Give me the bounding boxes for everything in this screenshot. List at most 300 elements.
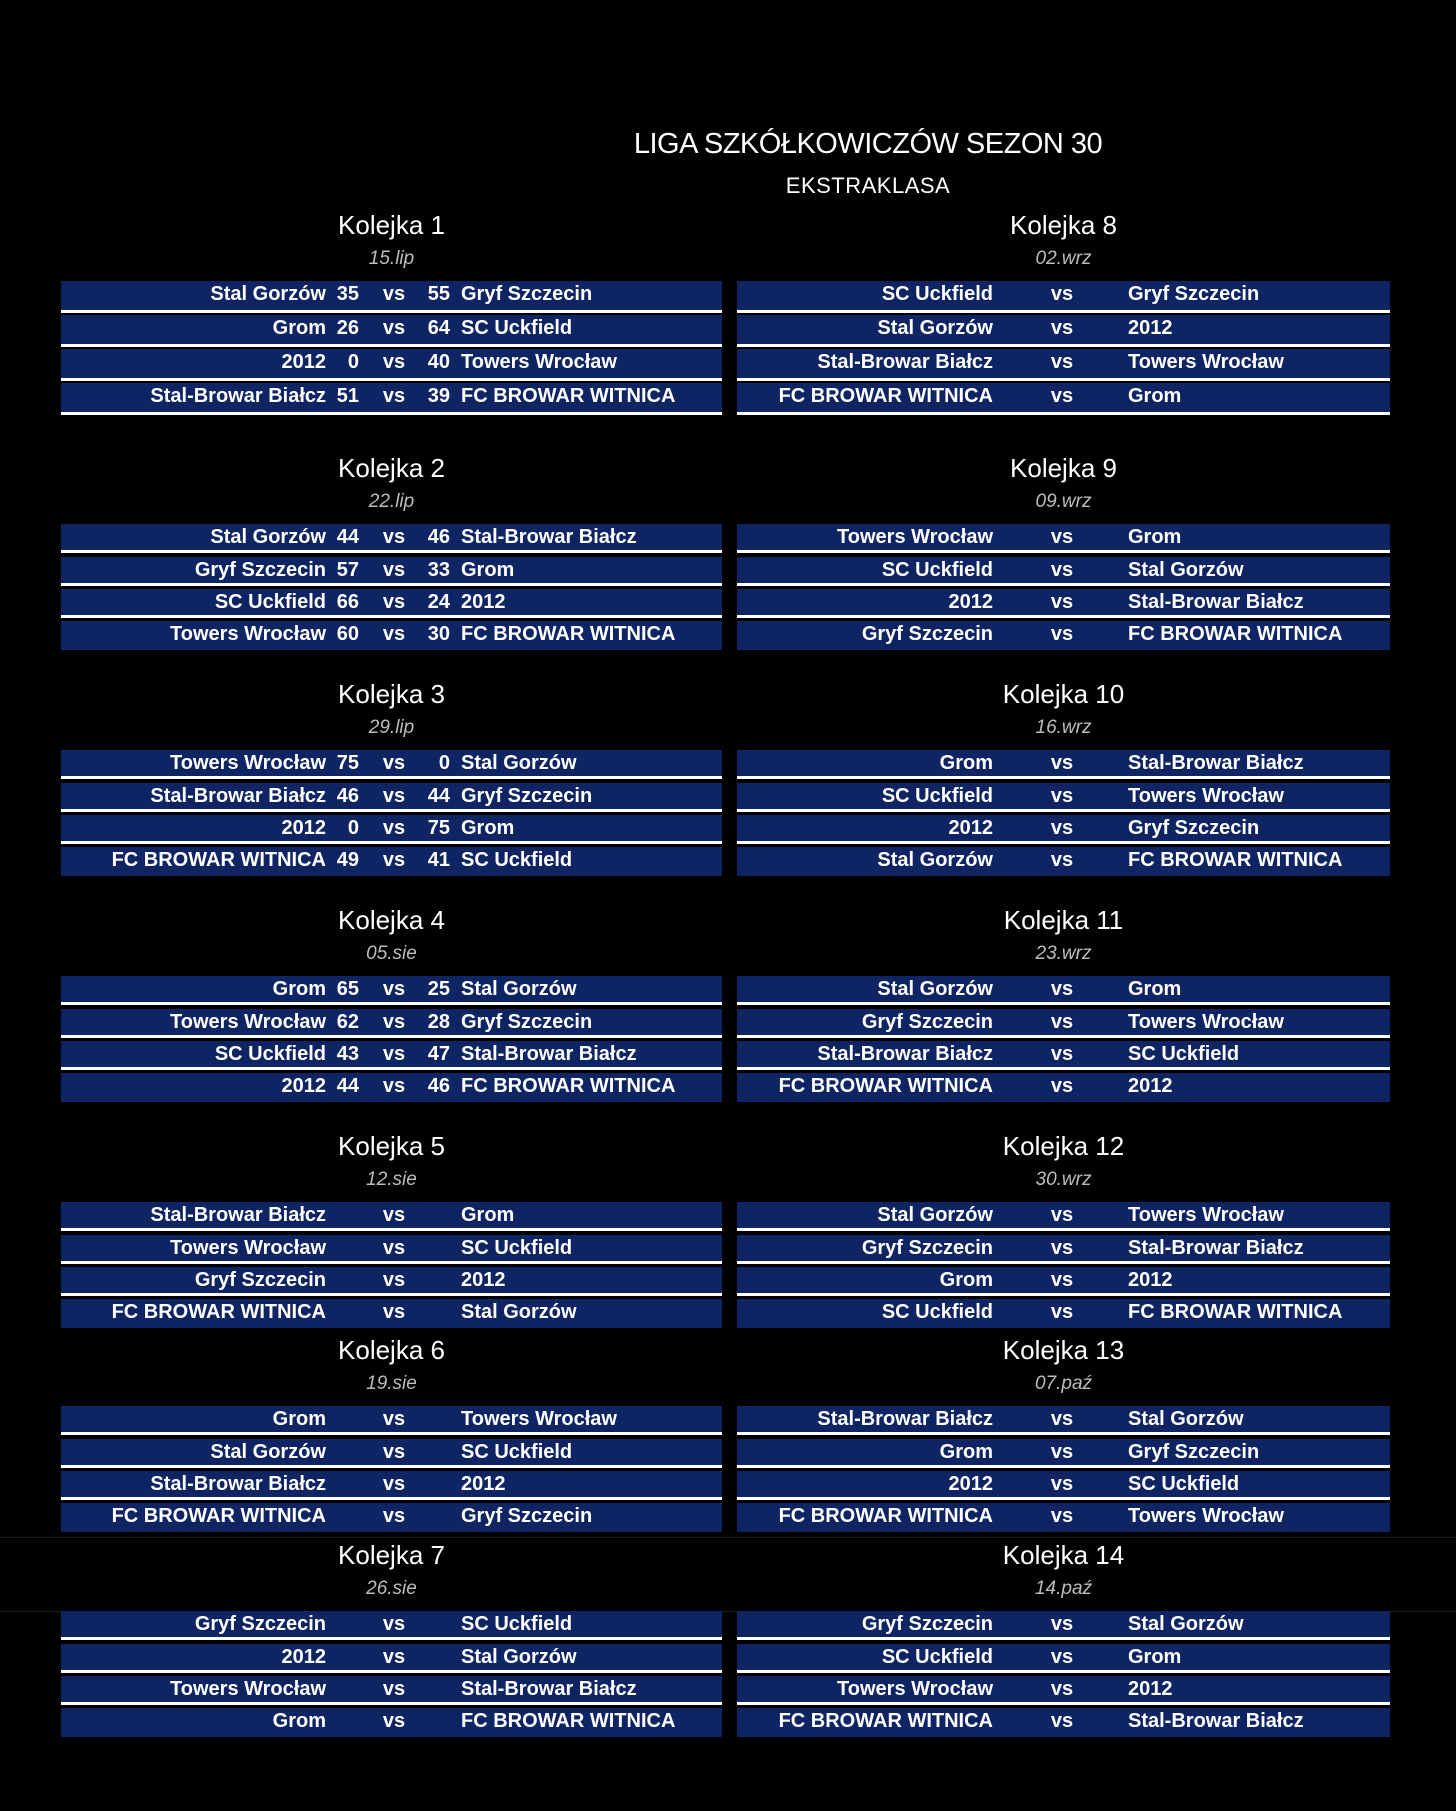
match-row — [737, 589, 1390, 618]
round-block — [737, 677, 1390, 882]
round-title: Kolejka 7 — [338, 1540, 445, 1570]
match-row — [737, 1009, 1390, 1038]
vs-label: vs — [1050, 1301, 1074, 1323]
match-row — [61, 1202, 722, 1231]
vs-label: vs — [1050, 1678, 1074, 1700]
round-block — [61, 1333, 722, 1538]
away-team: FC BROWAR WITNICA — [461, 1710, 676, 1732]
match-row — [737, 1299, 1390, 1328]
match-row — [61, 315, 722, 347]
match-row — [61, 349, 722, 381]
home-team: Towers Wrocław — [170, 752, 326, 774]
home-score: 44 — [336, 526, 359, 548]
away-score: 39 — [427, 385, 450, 407]
vs-label: vs — [1050, 1408, 1074, 1430]
vs-label: vs — [382, 1075, 406, 1097]
vs-label: vs — [1050, 623, 1074, 645]
away-score — [419, 1202, 450, 1229]
page-subtitle: EKSTRAKLASA — [785, 173, 951, 198]
home-score — [329, 1267, 359, 1294]
vs-label: vs — [382, 1710, 406, 1732]
round-block — [61, 903, 722, 1108]
vs-label: vs — [1050, 1269, 1074, 1291]
home-team: Stal-Browar Białcz — [817, 351, 993, 373]
vs-label: vs — [382, 817, 406, 839]
match-row — [61, 1267, 722, 1296]
away-team: Stal Gorzów — [461, 752, 577, 774]
vs-label: vs — [1050, 1505, 1074, 1527]
away-team: Stal Gorzów — [1128, 1613, 1244, 1635]
match-row — [61, 589, 722, 618]
home-team: SC Uckfield — [881, 559, 993, 581]
home-team: Stal Gorzów — [210, 526, 326, 548]
away-team: Grom — [461, 1204, 515, 1226]
vs-label: vs — [382, 1043, 406, 1065]
match-row — [61, 621, 722, 650]
home-team: SC Uckfield — [881, 785, 993, 807]
match-row — [737, 1439, 1390, 1468]
match-row — [61, 1611, 722, 1640]
match-row — [737, 1708, 1390, 1737]
vs-label: vs — [1050, 752, 1074, 774]
vs-label: vs — [382, 1473, 406, 1495]
home-team: Towers Wrocław — [170, 1678, 326, 1700]
vs-label: vs — [1050, 1441, 1074, 1463]
away-score — [419, 1611, 450, 1638]
away-team: FC BROWAR WITNICA — [461, 623, 676, 645]
round-title: Kolejka 14 — [1002, 1540, 1125, 1570]
round-block — [737, 451, 1390, 656]
away-score — [419, 1708, 450, 1735]
home-score: 57 — [336, 559, 359, 581]
vs-label: vs — [382, 978, 406, 1000]
away-team: 2012 — [1128, 1678, 1173, 1700]
home-team: Grom — [272, 978, 326, 1000]
home-score — [329, 1202, 359, 1229]
away-team: Stal-Browar Białcz — [461, 1678, 637, 1700]
vs-label: vs — [382, 1301, 406, 1323]
away-team: Grom — [1128, 978, 1182, 1000]
vs-label: vs — [382, 526, 406, 548]
away-team: Towers Wrocław — [1128, 1505, 1284, 1527]
home-score — [329, 1439, 359, 1466]
home-score — [329, 1644, 359, 1671]
home-team: Stal Gorzów — [877, 1204, 993, 1226]
away-score: 44 — [427, 785, 450, 807]
vs-label: vs — [382, 385, 406, 407]
home-team: Stal-Browar Białcz — [150, 385, 326, 407]
away-team: Gryf Szczecin — [461, 1505, 593, 1527]
away-team: 2012 — [1128, 1075, 1173, 1097]
match-row — [737, 1406, 1390, 1435]
away-team: 2012 — [461, 591, 506, 613]
round-date: 02.wrz — [1035, 248, 1092, 269]
round-date: 19.sie — [366, 1373, 417, 1394]
match-row — [737, 847, 1390, 876]
away-team: 2012 — [461, 1473, 506, 1495]
home-team: Towers Wrocław — [170, 1237, 326, 1259]
vs-label: vs — [1050, 785, 1074, 807]
round-block — [737, 208, 1390, 413]
home-team: FC BROWAR WITNICA — [778, 1505, 993, 1527]
home-score — [329, 1471, 359, 1498]
round-date: 05.sie — [366, 943, 417, 964]
home-score: 60 — [336, 623, 359, 645]
home-score: 44 — [336, 1075, 359, 1097]
home-score — [329, 1235, 359, 1262]
home-team: Gryf Szczecin — [861, 1613, 993, 1635]
match-row — [61, 1439, 722, 1468]
home-team: Gryf Szczecin — [194, 1613, 326, 1635]
home-team: Stal-Browar Białcz — [817, 1043, 993, 1065]
round-date: 23.wrz — [1035, 943, 1092, 964]
away-score: 46 — [427, 1075, 450, 1097]
vs-label: vs — [382, 1011, 406, 1033]
home-score — [329, 1708, 359, 1735]
home-team: Gryf Szczecin — [194, 559, 326, 581]
vs-label: vs — [382, 1204, 406, 1226]
home-team: SC Uckfield — [881, 283, 993, 305]
home-team: Stal-Browar Białcz — [150, 1473, 326, 1495]
home-score — [329, 1611, 359, 1638]
away-team: Grom — [1128, 526, 1182, 548]
match-row — [61, 750, 722, 779]
round-title: Kolejka 4 — [338, 905, 445, 935]
away-score: 75 — [427, 817, 450, 839]
home-team: Stal Gorzów — [210, 1441, 326, 1463]
away-team: SC Uckfield — [461, 849, 573, 871]
away-score — [419, 1406, 450, 1433]
vs-label: vs — [1050, 1043, 1074, 1065]
away-team: Gryf Szczecin — [1128, 283, 1260, 305]
match-row — [737, 1644, 1390, 1673]
home-score: 35 — [336, 283, 359, 305]
match-row — [737, 1676, 1390, 1705]
away-score: 46 — [427, 526, 450, 548]
away-score — [419, 1267, 450, 1294]
away-team: Stal-Browar Białcz — [461, 1043, 637, 1065]
away-team: Stal-Browar Białcz — [1128, 1237, 1304, 1259]
match-row — [61, 524, 722, 553]
home-team: FC BROWAR WITNICA — [111, 849, 326, 871]
vs-label: vs — [382, 1269, 406, 1291]
away-team: Gryf Szczecin — [1128, 817, 1260, 839]
away-team: SC Uckfield — [461, 1613, 573, 1635]
match-row — [737, 1202, 1390, 1231]
home-score — [329, 1299, 359, 1326]
home-team: Stal Gorzów — [210, 283, 326, 305]
home-team: Stal-Browar Białcz — [817, 1408, 993, 1430]
vs-label: vs — [382, 1505, 406, 1527]
round-date: 12.sie — [366, 1169, 417, 1190]
round-title: Kolejka 3 — [338, 679, 445, 709]
page-title: LIGA SZKÓŁKOWICZÓW SEZON 30 — [633, 128, 1103, 160]
round-title: Kolejka 6 — [338, 1335, 445, 1365]
round-title: Kolejka 8 — [1010, 210, 1117, 240]
home-team: Stal Gorzów — [877, 978, 993, 1000]
vs-label: vs — [1050, 591, 1074, 613]
away-team: Grom — [461, 559, 515, 581]
round-date: 09.wrz — [1035, 491, 1092, 512]
away-score — [419, 1299, 450, 1326]
round-block — [61, 1538, 722, 1743]
away-score: 0 — [438, 752, 450, 774]
round-date: 29.lip — [368, 717, 415, 738]
away-team: 2012 — [1128, 1269, 1173, 1291]
match-row — [61, 1235, 722, 1264]
vs-label: vs — [1050, 1075, 1074, 1097]
home-team: FC BROWAR WITNICA — [778, 1710, 993, 1732]
away-team: SC Uckfield — [461, 1237, 573, 1259]
away-team: SC Uckfield — [461, 317, 573, 339]
away-team: Stal Gorzów — [461, 1301, 577, 1323]
home-score: 51 — [336, 385, 359, 407]
match-row — [737, 783, 1390, 812]
away-team: Stal Gorzów — [461, 978, 577, 1000]
home-team: Grom — [272, 1408, 326, 1430]
round-title: Kolejka 2 — [338, 453, 445, 483]
vs-label: vs — [382, 1646, 406, 1668]
match-row — [737, 976, 1390, 1005]
home-score: 66 — [336, 591, 359, 613]
home-team: Towers Wrocław — [170, 1011, 326, 1033]
away-score: 47 — [427, 1043, 450, 1065]
match-row — [61, 1299, 722, 1328]
vs-label: vs — [382, 785, 406, 807]
vs-label: vs — [382, 1237, 406, 1259]
vs-label: vs — [1050, 526, 1074, 548]
away-team: FC BROWAR WITNICA — [1128, 1301, 1343, 1323]
round-block — [61, 677, 722, 882]
away-team: Towers Wrocław — [1128, 351, 1284, 373]
match-row — [737, 1611, 1390, 1640]
away-score: 40 — [427, 351, 450, 373]
match-row — [737, 349, 1390, 381]
home-team: FC BROWAR WITNICA — [778, 1075, 993, 1097]
home-score: 26 — [336, 317, 359, 339]
home-score: 65 — [336, 978, 359, 1000]
home-team: SC Uckfield — [214, 1043, 326, 1065]
away-score: 30 — [427, 623, 450, 645]
match-row — [61, 1471, 722, 1500]
home-team: FC BROWAR WITNICA — [111, 1505, 326, 1527]
home-team: Gryf Szczecin — [861, 1011, 993, 1033]
match-row — [61, 557, 722, 586]
away-team: Stal Gorzów — [461, 1646, 577, 1668]
match-row — [61, 1073, 722, 1102]
match-row — [61, 1644, 722, 1673]
match-row — [737, 383, 1390, 415]
vs-label: vs — [1050, 317, 1074, 339]
round-title: Kolejka 1 — [338, 210, 445, 240]
away-team: Gryf Szczecin — [461, 785, 593, 807]
round-date: 15.lip — [368, 248, 415, 269]
away-team: Gryf Szczecin — [1128, 1441, 1260, 1463]
away-team: Stal-Browar Białcz — [461, 526, 637, 548]
vs-label: vs — [382, 1613, 406, 1635]
round-title: Kolejka 5 — [338, 1131, 445, 1161]
round-date: 14.paź — [1034, 1578, 1093, 1599]
home-score — [329, 1406, 359, 1433]
round-block — [737, 1538, 1390, 1743]
vs-label: vs — [382, 849, 406, 871]
match-row — [61, 1041, 722, 1070]
home-team: 2012 — [948, 591, 993, 613]
home-team: Stal-Browar Białcz — [150, 1204, 326, 1226]
home-score: 46 — [336, 785, 359, 807]
home-team: Stal-Browar Białcz — [150, 785, 326, 807]
vs-label: vs — [382, 1678, 406, 1700]
match-row — [61, 281, 722, 313]
match-row — [737, 557, 1390, 586]
vs-label: vs — [382, 283, 406, 305]
match-row — [737, 621, 1390, 650]
home-team: Towers Wrocław — [170, 623, 326, 645]
away-score — [419, 1235, 450, 1262]
away-score: 33 — [427, 559, 450, 581]
match-row — [61, 1708, 722, 1737]
away-team: Grom — [1128, 1646, 1182, 1668]
home-score: 62 — [336, 1011, 359, 1033]
home-team: 2012 — [281, 1075, 326, 1097]
round-block — [61, 451, 722, 656]
away-score: 25 — [427, 978, 450, 1000]
away-team: Towers Wrocław — [461, 351, 617, 373]
vs-label: vs — [382, 559, 406, 581]
home-team: Grom — [272, 317, 326, 339]
vs-label: vs — [382, 752, 406, 774]
home-team: 2012 — [281, 1646, 326, 1668]
away-team: FC BROWAR WITNICA — [1128, 623, 1343, 645]
away-team: Gryf Szczecin — [461, 283, 593, 305]
away-team: Stal Gorzów — [1128, 1408, 1244, 1430]
round-title: Kolejka 9 — [1010, 453, 1117, 483]
home-team: Gryf Szczecin — [194, 1269, 326, 1291]
vs-label: vs — [382, 591, 406, 613]
round-date: 30.wrz — [1035, 1169, 1092, 1190]
match-row — [61, 1009, 722, 1038]
round-block — [61, 208, 722, 413]
home-team: Towers Wrocław — [837, 526, 993, 548]
away-team: Stal-Browar Białcz — [1128, 1710, 1304, 1732]
home-score — [329, 1503, 359, 1530]
home-score: 49 — [336, 849, 359, 871]
vs-label: vs — [382, 1408, 406, 1430]
home-score: 43 — [336, 1043, 359, 1065]
away-score: 64 — [427, 317, 450, 339]
match-row — [737, 1471, 1390, 1500]
match-row — [61, 1406, 722, 1435]
home-team: 2012 — [948, 817, 993, 839]
vs-label: vs — [1050, 849, 1074, 871]
match-row — [737, 1041, 1390, 1070]
home-team: Towers Wrocław — [837, 1678, 993, 1700]
match-row — [61, 783, 722, 812]
away-score: 55 — [427, 283, 450, 305]
away-team: SC Uckfield — [461, 1441, 573, 1463]
home-team: FC BROWAR WITNICA — [111, 1301, 326, 1323]
match-row — [737, 281, 1390, 313]
vs-label: vs — [1050, 1204, 1074, 1226]
home-team: 2012 — [948, 1473, 993, 1495]
vs-label: vs — [382, 351, 406, 373]
away-score — [419, 1503, 450, 1530]
match-row — [61, 976, 722, 1005]
home-team: Stal Gorzów — [877, 317, 993, 339]
home-team: Grom — [272, 1710, 326, 1732]
vs-label: vs — [382, 317, 406, 339]
away-score — [419, 1471, 450, 1498]
match-row — [61, 383, 722, 415]
vs-label: vs — [1050, 978, 1074, 1000]
match-row — [737, 1503, 1390, 1532]
vs-label: vs — [1050, 817, 1074, 839]
home-score: 75 — [336, 752, 359, 774]
vs-label: vs — [1050, 1646, 1074, 1668]
away-score — [419, 1676, 450, 1703]
away-team: SC Uckfield — [1128, 1473, 1240, 1495]
match-row — [61, 815, 722, 844]
away-score: 28 — [427, 1011, 450, 1033]
vs-label: vs — [1050, 1710, 1074, 1732]
round-date: 16.wrz — [1035, 717, 1092, 738]
round-block — [737, 903, 1390, 1108]
round-title: Kolejka 11 — [1003, 905, 1124, 935]
away-team: 2012 — [461, 1269, 506, 1291]
round-date: 26.sie — [366, 1578, 417, 1599]
away-team: FC BROWAR WITNICA — [461, 385, 676, 407]
home-team: SC Uckfield — [881, 1646, 993, 1668]
vs-label: vs — [382, 1441, 406, 1463]
vs-label: vs — [1050, 1011, 1074, 1033]
home-team: 2012 — [281, 817, 326, 839]
vs-label: vs — [382, 623, 406, 645]
vs-label: vs — [1050, 385, 1074, 407]
home-team: Grom — [939, 1441, 993, 1463]
home-team: FC BROWAR WITNICA — [778, 385, 993, 407]
round-title: Kolejka 10 — [1002, 679, 1125, 709]
away-team: FC BROWAR WITNICA — [461, 1075, 676, 1097]
vs-label: vs — [1050, 1613, 1074, 1635]
match-row — [737, 1267, 1390, 1296]
match-row — [737, 815, 1390, 844]
home-team: SC Uckfield — [881, 1301, 993, 1323]
vs-label: vs — [1050, 283, 1074, 305]
away-team: Gryf Szczecin — [461, 1011, 593, 1033]
home-team: SC Uckfield — [214, 591, 326, 613]
vs-label: vs — [1050, 1473, 1074, 1495]
round-block — [737, 1129, 1390, 1334]
away-team: Towers Wrocław — [1128, 1204, 1284, 1226]
round-title: Kolejka 13 — [1002, 1335, 1125, 1365]
match-row — [61, 847, 722, 876]
away-team: Grom — [1128, 385, 1182, 407]
match-row — [737, 315, 1390, 347]
away-score: 24 — [427, 591, 450, 613]
round-block — [61, 1129, 722, 1334]
home-team: Gryf Szczecin — [861, 1237, 993, 1259]
away-score: 41 — [427, 849, 450, 871]
match-row — [737, 1073, 1390, 1102]
round-block — [737, 1333, 1390, 1538]
away-team: SC Uckfield — [1128, 1043, 1240, 1065]
match-row — [61, 1676, 722, 1705]
vs-label: vs — [1050, 351, 1074, 373]
round-date: 07.paź — [1034, 1373, 1093, 1394]
round-date: 22.lip — [368, 491, 415, 512]
match-row — [61, 1503, 722, 1532]
away-score — [419, 1644, 450, 1671]
